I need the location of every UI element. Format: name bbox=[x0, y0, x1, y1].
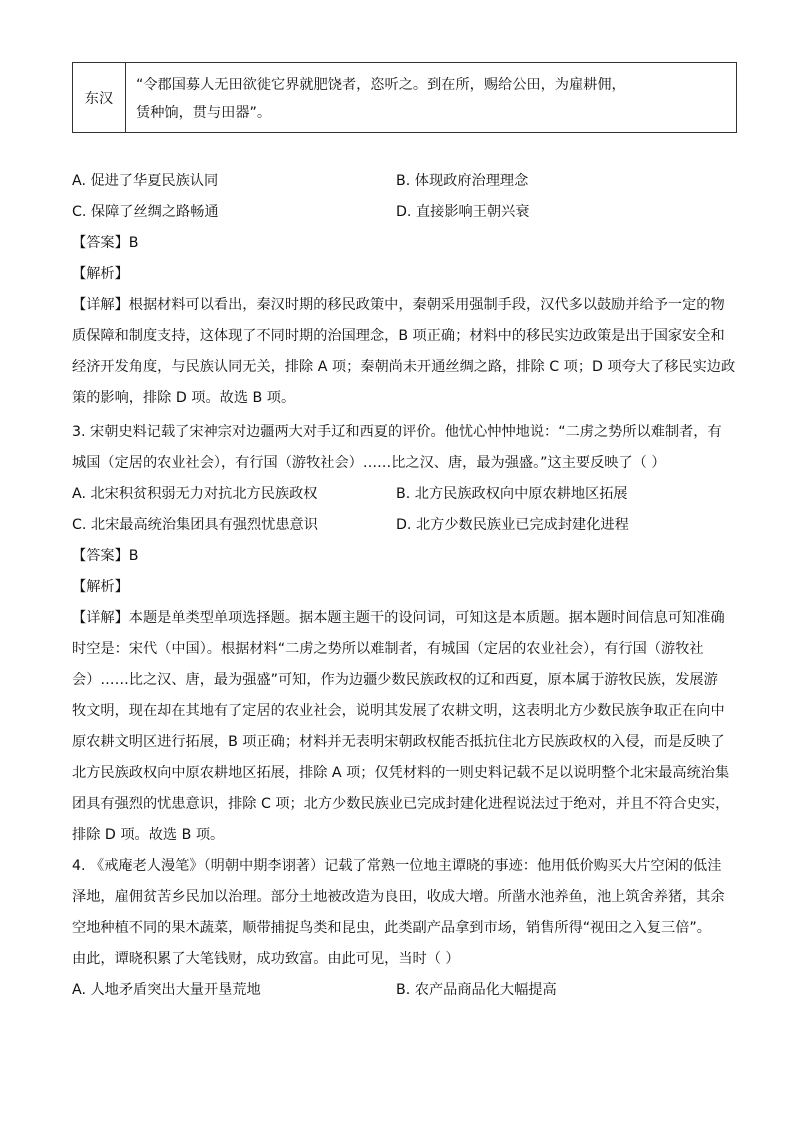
question-2-block bbox=[72, 166, 736, 414]
detail-line: 经济开发角度，与民族认同无关，排除 A 项；秦朝尚未开通丝绸之路，排除 C 项；D 项夸大了移民实边政 bbox=[72, 359, 736, 375]
question-4-block bbox=[72, 851, 732, 1006]
detail-line: 质保障和制度支持，这体现了不同时期的治国理念，B 项正确；材料中的移民实边政策是出于国家安全和 bbox=[72, 328, 725, 344]
option-b: B. 农产品商品化大幅提高 bbox=[396, 982, 557, 998]
era-cell: 东汉 bbox=[73, 63, 126, 132]
answer-label: 【答案】B bbox=[72, 235, 139, 251]
option-c: C. 保障了丝绸之路畅通 bbox=[72, 204, 219, 220]
question-stem-line: 泽地，雇佣贫苦乡民加以治理。部分土地被改造为良田，收成大增。所凿水池养鱼，池上筑舍养猪，其余 bbox=[72, 889, 725, 905]
analysis-label: 【解析】 bbox=[72, 579, 129, 595]
option-c: C. 北宋最高统治集团具有强烈忧患意识 bbox=[72, 517, 318, 533]
source-table bbox=[72, 62, 737, 133]
detail-line: 【详解】根据材料可以看出，秦汉时期的移民政策中，秦朝采用强制手段，汉代多以鼓励并给予一定的物 bbox=[72, 297, 725, 313]
option-a: A. 促进了华夏民族认同 bbox=[72, 173, 219, 189]
option-d: D. 北方少数民族业已完成封建化进程 bbox=[396, 517, 629, 533]
option-a: A. 人地矛盾突出大量开垦荒地 bbox=[72, 982, 261, 998]
question-stem-line: 空地种植不同的果木蔬菜，顺带捕捉鸟类和昆虫，此类副产品拿到市场，销售所得“视田之入复三倍”。 bbox=[72, 920, 711, 936]
detail-line: 时空是：宋代（中国）。根据材料“二虏之势所以难制者，有城国（定居的农业社会），有行国（游牧社 bbox=[72, 641, 704, 657]
options-row bbox=[72, 197, 732, 228]
option-b: B. 北方民族政权向中原农耕地区拓展 bbox=[396, 486, 628, 502]
question-stem-line: 由此，谭晓积累了大笔钱财，成功致富。由此可见，当时（ ） bbox=[72, 951, 460, 967]
option-a: A. 北宋积贫积弱无力对抗北方民族政权 bbox=[72, 486, 318, 502]
options-row bbox=[72, 510, 732, 541]
option-b: B. 体现政府治理理念 bbox=[396, 173, 529, 189]
quote-line: 赁种饷，贯与田器”。 bbox=[136, 105, 272, 121]
detail-line: 团具有强烈的忧患意识，排除 C 项；北方少数民族业已完成封建化进程说法过于绝对，并且不符合史实， bbox=[72, 796, 730, 812]
option-d: D. 直接影响王朝兴衰 bbox=[396, 204, 530, 220]
analysis-label: 【解析】 bbox=[72, 266, 129, 282]
detail-line: 会）……比之汉、唐，最为强盛”可知，作为边疆少数民族政权的辽和西夏，原本属于游牧民族，发展游 bbox=[72, 672, 718, 688]
options-row bbox=[72, 975, 732, 1006]
quote-cell bbox=[126, 63, 736, 132]
detail-line: 牧文明，现在却在其地有了定居的农业社会，说明其发展了农耕文明，这表明北方少数民族争取正在向中 bbox=[72, 703, 725, 719]
question-stem-line: 3. 宋朝史料记载了宋神宗对边疆两大对手辽和西夏的评价。他忧心忡忡地说：“二虏之势所以难制者，有 bbox=[72, 424, 722, 440]
detail-line: 原农耕文明区进行拓展，B 项正确；材料并无表明宋朝政权能否抵抗住北方民族政权的入侵，而是反映了 bbox=[72, 734, 725, 750]
detail-line: 策的影响，排除 D 项。故选 B 项。 bbox=[72, 390, 296, 406]
question-stem-line: 城国（定居的农业社会），有行国（游牧社会）……比之汉、唐，最为强盛。”这主要反映了（ ） bbox=[72, 455, 666, 471]
options-row bbox=[72, 479, 732, 510]
quote-line: “令郡国募人无田欲徙它界就肥饶者，恣听之。到在所，赐给公田，为雇耕佣， bbox=[136, 77, 626, 93]
detail-line: 排除 D 项。故选 B 项。 bbox=[72, 827, 225, 843]
detail-line: 北方民族政权向中原农耕地区拓展，排除 A 项；仅凭材料的一则史料记载不足以说明整个北宋最高统治集 bbox=[72, 765, 730, 781]
question-stem-line: 4. 《戒庵老人漫笔》（明朝中期李诩著）记载了常熟一位地主谭晓的事迹：他用低价购买大片空闲的低洼 bbox=[72, 858, 722, 874]
question-3-block bbox=[72, 417, 732, 851]
answer-label: 【答案】B bbox=[72, 548, 139, 564]
detail-line: 【详解】本题是单类型单项选择题。据本题主题干的设问词，可知这是本质题。据本题时间信息可知准确 bbox=[72, 610, 725, 626]
options-row bbox=[72, 166, 732, 197]
